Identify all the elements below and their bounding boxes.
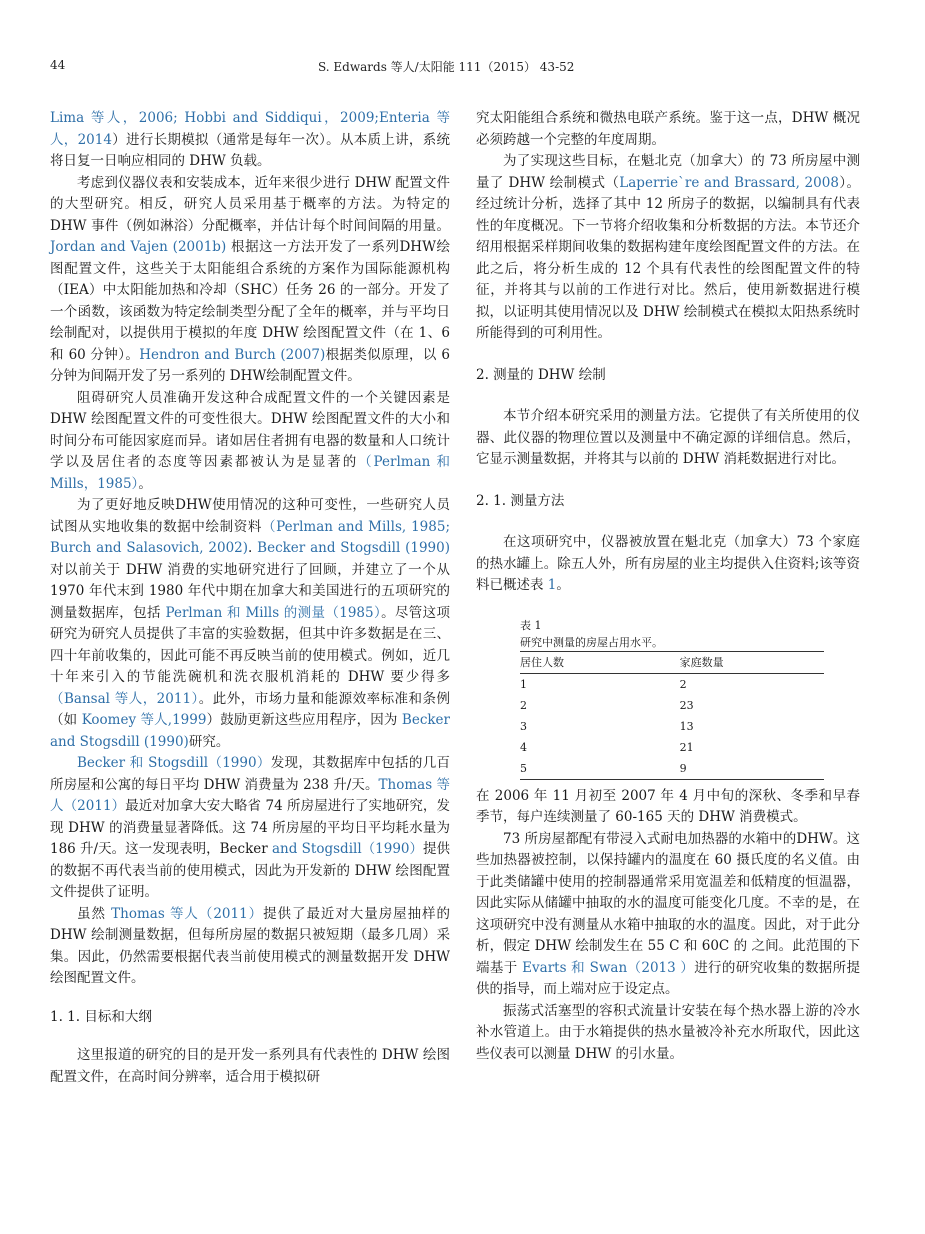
paragraph: 为了实现这些目标，在魁北克（加拿大）的 73 所房屋中测量了 DHW 绘制模式（Laperrie`re and Brassard, 2008）。经过统计分析，选择了其中 12 所房子的数据，以编制具有代表性的年度概况。下一节将介绍收集和分析数据的方法。本节还介绍用根据采样期间收集的数据构建年度绘图配置文件的方法。在此之后，将分析生成的 12 个具有代表性的绘图配置文件的特征，并将其与以前的工作进行对比。然后，使用新数据进行模拟，以证明其使用情况以及 DHW 绘制模式在模拟太阳热系统时所能得到的可利用性。: [476, 153, 860, 341]
citation-link[interactable]: Thomas 等人（2011）: [111, 905, 264, 922]
paragraph: 73 所房屋都配有带浸入式耐电加热器的水箱中的DHW。这些加热器被控制，以保持罐内的温度在 60 摄氏度的名义值。由于此类储罐中使用的控制器通常采用宽温差和低精度的恒温器，因此实际从储罐中抽取的水的温度可能变化几度。不幸的是，在这项研究中没有测量从水箱中抽取的水的温度。因此，对于此分析，假定 DHW 绘制发生在 55 C 和 60C 的 之间。此范围的下端基于 Evarts 和 Swan（2013 ）进行的研究收集的数据所提供的指导，而上端对应于设定点。: [476, 830, 860, 997]
section-heading: 2. 1. 测量方法: [476, 492, 565, 509]
citation-link[interactable]: Perlman 和 Mills 的测量（1985）: [165, 604, 382, 621]
citation-link[interactable]: Hendron and Burch (2007): [139, 346, 326, 363]
citation-link[interactable]: Lima 等人，2006; Hobbi and Siddiqui，2009;Enteria 等人，2014: [50, 110, 450, 148]
citation-link[interactable]: and Stogsdill（1990）: [272, 841, 423, 857]
paragraph: 为了更好地反映DHW使用情况的这种可变性，一些研究人员试图从实地收集的数据中绘制资料（Perlman and Mills, 1985; Burch and Salasovich, 2002). Becker and Stogsdill (1990)对以前关于 DHW 消费的实地研究进行了回顾，并建立了一个从 1970 年代末到 1980 年代中期在加拿大和美国进行的五项研究的测量数据库，包括 Perlman 和 Mills 的测量（1985）。尽管这项研究为研究人员提供了丰富的实验数据，但其中许多数据是在三、四十年前收集的，因此可能不再反映当前的使用模式。例如，近几十年来引入的节能洗碗机和洗衣服机消耗的 DHW 要少得多（Bansal 等人，2011）。此外，市场力量和能源效率标准和条例（如 Koomey 等人,1999）鼓励更新这些应用程序，因为 Becker and Stogsdill (1990)研究。: [50, 497, 451, 750]
cell-occupants: 5: [520, 758, 600, 780]
cell-occupants: 4: [520, 740, 527, 754]
paragraph: 究太阳能组合系统和微热电联产系统。鉴于这一点，DHW 概况必须跨越一个完整的年度周期。: [476, 110, 860, 148]
cell-occupants: 3: [520, 719, 527, 733]
paragraph: Becker 和 Stogsdill（1990）发现，其数据库中包括的几百所房屋和公寓的每日平均 DHW 消费量为 238 升/天。Thomas 等人（2011）最近对加拿大安大略省 74 所房屋进行了实地研究，发现 DHW 的消费量显著降低。这 74 所房屋的平均日平均耗水量为 186 升/天。这一发现表明，Becker and Stogsdill（1990）提供的数据不再代表当前的使用模式，因此为开发新的 DHW 绘图配置文件提供了证明。: [50, 755, 451, 900]
left-column: [50, 108, 450, 1088]
paragraph: 本节介绍本研究采用的测量方法。它提供了有关所使用的仪器、此仪器的物理位置以及测量中不确定源的详细信息。然后，它显示测量数据，并将其与以前的 DHW 消耗数据进行对比。: [476, 408, 860, 467]
right-column: [476, 108, 860, 1065]
column-header-households: 家庭数量: [600, 651, 824, 673]
citation-link[interactable]: Becker and Stogsdill (1990): [257, 540, 450, 556]
cell-households: 2: [679, 677, 687, 691]
citation-link[interactable]: Jordan and Vajen (2001b): [50, 239, 227, 255]
cell-households: 21: [679, 740, 694, 754]
paragraph: 振荡式活塞型的容积式流量计安装在每个热水器上游的冷水补水管道上。由于水箱提供的热水量被冷补充水所取代，因此这些仪表可以测量 DHW 的引水量。: [476, 1002, 860, 1062]
citation-link[interactable]: （Perlman 和 Mills，1985）: [50, 454, 451, 492]
cell-households: 13: [679, 719, 694, 733]
paragraph: 这里报道的研究的目的是开发一系列具有代表性的 DHW 绘图配置文件，在高时间分辨率，适合用于模拟研: [50, 1047, 450, 1085]
citation-link[interactable]: Koomey 等人,1999: [81, 712, 207, 728]
page-number: 44: [50, 58, 66, 72]
citation-link[interactable]: Becker 和 Stogsdill（1990）: [77, 755, 271, 771]
citation-link[interactable]: Becker and Stogsdill (1990): [50, 712, 450, 750]
table-row: [520, 737, 824, 758]
table-header-row: [520, 651, 824, 673]
column-header-occupants: 居住人数: [520, 651, 600, 673]
citation-link[interactable]: Evarts 和 Swan（2013 ）: [522, 959, 695, 976]
paragraph: 在 2006 年 11 月初至 2007 年 4 月中旬的深秋、冬季和早春季节，每户连续测量了 60-165 天的 DHW 消费模式。: [476, 787, 860, 825]
paragraph: 在这项研究中，仪器被放置在魁北克（加拿大）73 个家庭的热水罐上。除五人外，所有房屋的业主均提供入住资料;该等资料已概述表 1。: [476, 534, 860, 593]
section-heading: 1. 1. 目标和大纲: [50, 1008, 152, 1025]
paragraph: 考虑到仪器仪表和安装成本，近年来很少进行 DHW 配置文件的大型研究。相反，研究人员采用基于概率的方法。为特定的 DHW 事件（例如淋浴）分配概率，并估计每个时间间隔的用量。Jordan and Vajen (2001b) 根据这一方法开发了一系列DHW绘图配置文件，这些关于太阳能组合系统的方案作为国际能源机构（IEA）中太阳能加热和冷却（SHC）任务 26 的一部分。开发了一个函数，该函数为特定绘制类型分配了全年的概率，并与平均日绘制配对，以提供用于模拟的年度 DHW 绘图配置文件（在 1、6 和 60 分钟）。Hendron and Burch (2007)根据类似原理，以 6 分钟为间隔开发了另一系列的 DHW绘制配置文件。: [50, 174, 450, 384]
table-caption: 研究中测量的房屋占用水平。: [520, 635, 663, 649]
table-row: [520, 673, 824, 695]
running-header: S. Edwards 等人/太阳能 111（2015） 43-52: [318, 60, 575, 74]
table-reference-link[interactable]: 1: [547, 577, 557, 593]
paragraph: 阻碍研究人员准确开发这种合成配置文件的一个关键因素是 DHW 绘图配置文件的可变性很大。DHW 绘图配置文件的大小和时间分布可能因家庭而异。诸如居住者拥有电器的数量和人口统计学以及居住者的态度等因素都被认为是显著的（Perlman 和 Mills，1985）。: [50, 389, 451, 492]
paragraph: Lima 等人，2006; Hobbi and Siddiqui，2009;Enteria 等人，2014）进行长期模拟（通常是每年一次）。从本质上讲，系统将日复一日响应相同的 DHW 负载。: [50, 110, 451, 169]
table-label: 表 1: [520, 618, 542, 632]
table-row: [520, 758, 824, 780]
citation-link[interactable]: Thomas 等人（2011）: [50, 776, 450, 814]
cell-households: 9: [600, 758, 824, 780]
table-row: [520, 695, 824, 716]
occupancy-table: [520, 617, 824, 780]
paragraph: 虽然 Thomas 等人（2011）提供了最近对大量房屋抽样的 DHW 绘制测量数据，但每所房屋的数据只被短期（最多几周）采集。因此，仍然需要根据代表当前使用模式的测量数据开发 DHW 绘图配置文件。: [50, 905, 450, 986]
section-heading: 2. 测量的 DHW 绘制: [476, 366, 606, 383]
data-table: [520, 651, 824, 780]
table-row: [520, 716, 824, 737]
cell-occupants: 1: [520, 677, 527, 691]
citation-link[interactable]: Laperrie`re and Brassard, 2008: [619, 174, 839, 191]
cell-occupants: 2: [520, 698, 527, 712]
citation-link[interactable]: （Bansal 等人，2011）: [50, 690, 199, 707]
citation-link[interactable]: （Perlman and Mills, 1985; Burch and Salasovich, 2002): [50, 518, 450, 556]
cell-households: 23: [679, 698, 694, 712]
